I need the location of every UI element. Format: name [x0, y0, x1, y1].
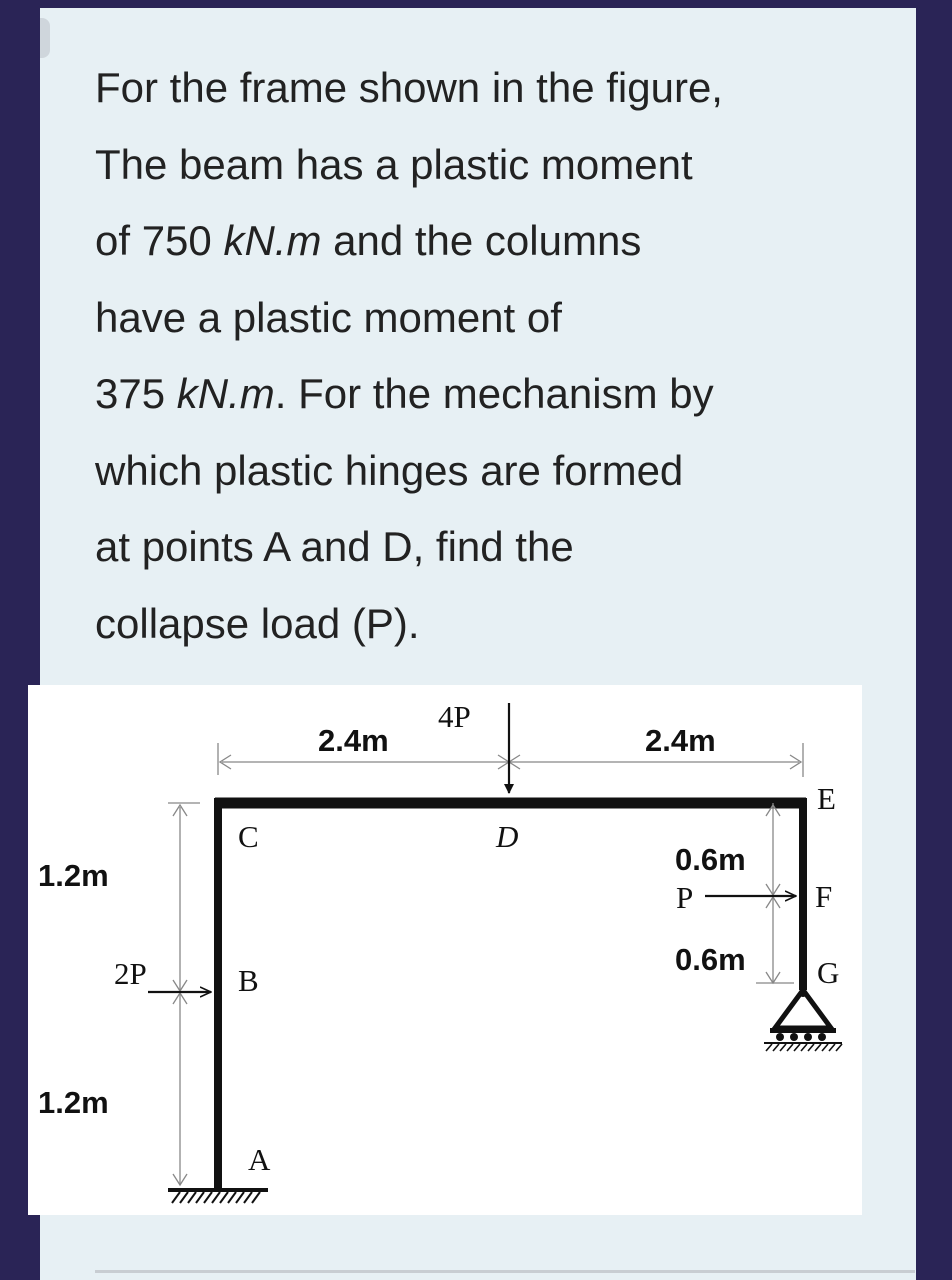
dim-upper-left: 1.2m	[38, 858, 109, 893]
point-c-label: C	[238, 819, 259, 854]
point-e-label: E	[817, 781, 836, 816]
point-d-label: D	[496, 819, 519, 854]
dim-right-span: 2.4m	[645, 723, 716, 758]
card-tab	[40, 18, 50, 58]
question-line: of 750 kN.m and the columns	[95, 217, 642, 264]
question-line: 375 kN.m. For the mechanism by	[95, 370, 714, 417]
dim-left-span: 2.4m	[318, 723, 389, 758]
question-line: have a plastic moment of	[95, 293, 562, 341]
fixed-support-icon	[168, 1190, 268, 1203]
dim-right-lower: 0.6m	[675, 942, 746, 977]
point-g-label: G	[817, 955, 840, 990]
dim-right-upper: 0.6m	[675, 842, 746, 877]
question-text	[95, 50, 895, 662]
dim-lower-left: 1.2m	[38, 1085, 109, 1120]
point-a-label: A	[248, 1142, 271, 1177]
load-4p-label: 4P	[438, 699, 471, 734]
point-f-label: F	[815, 879, 833, 914]
question-line: which plastic hinges are formed	[95, 446, 684, 494]
question-line: collapse load (P).	[95, 599, 420, 647]
pin-support-icon	[764, 989, 842, 1051]
question-line: The beam has a plastic moment	[95, 140, 693, 188]
load-p-label: P	[676, 880, 694, 915]
divider	[95, 1270, 915, 1273]
question-line: at points A and D, find the	[95, 523, 574, 570]
question-line: For the frame shown in the figure,	[95, 64, 723, 111]
point-b-label: B	[238, 963, 259, 998]
load-2p-label: 2P	[114, 956, 147, 991]
frame-figure	[28, 685, 862, 1215]
frame-diagram	[28, 685, 862, 1215]
